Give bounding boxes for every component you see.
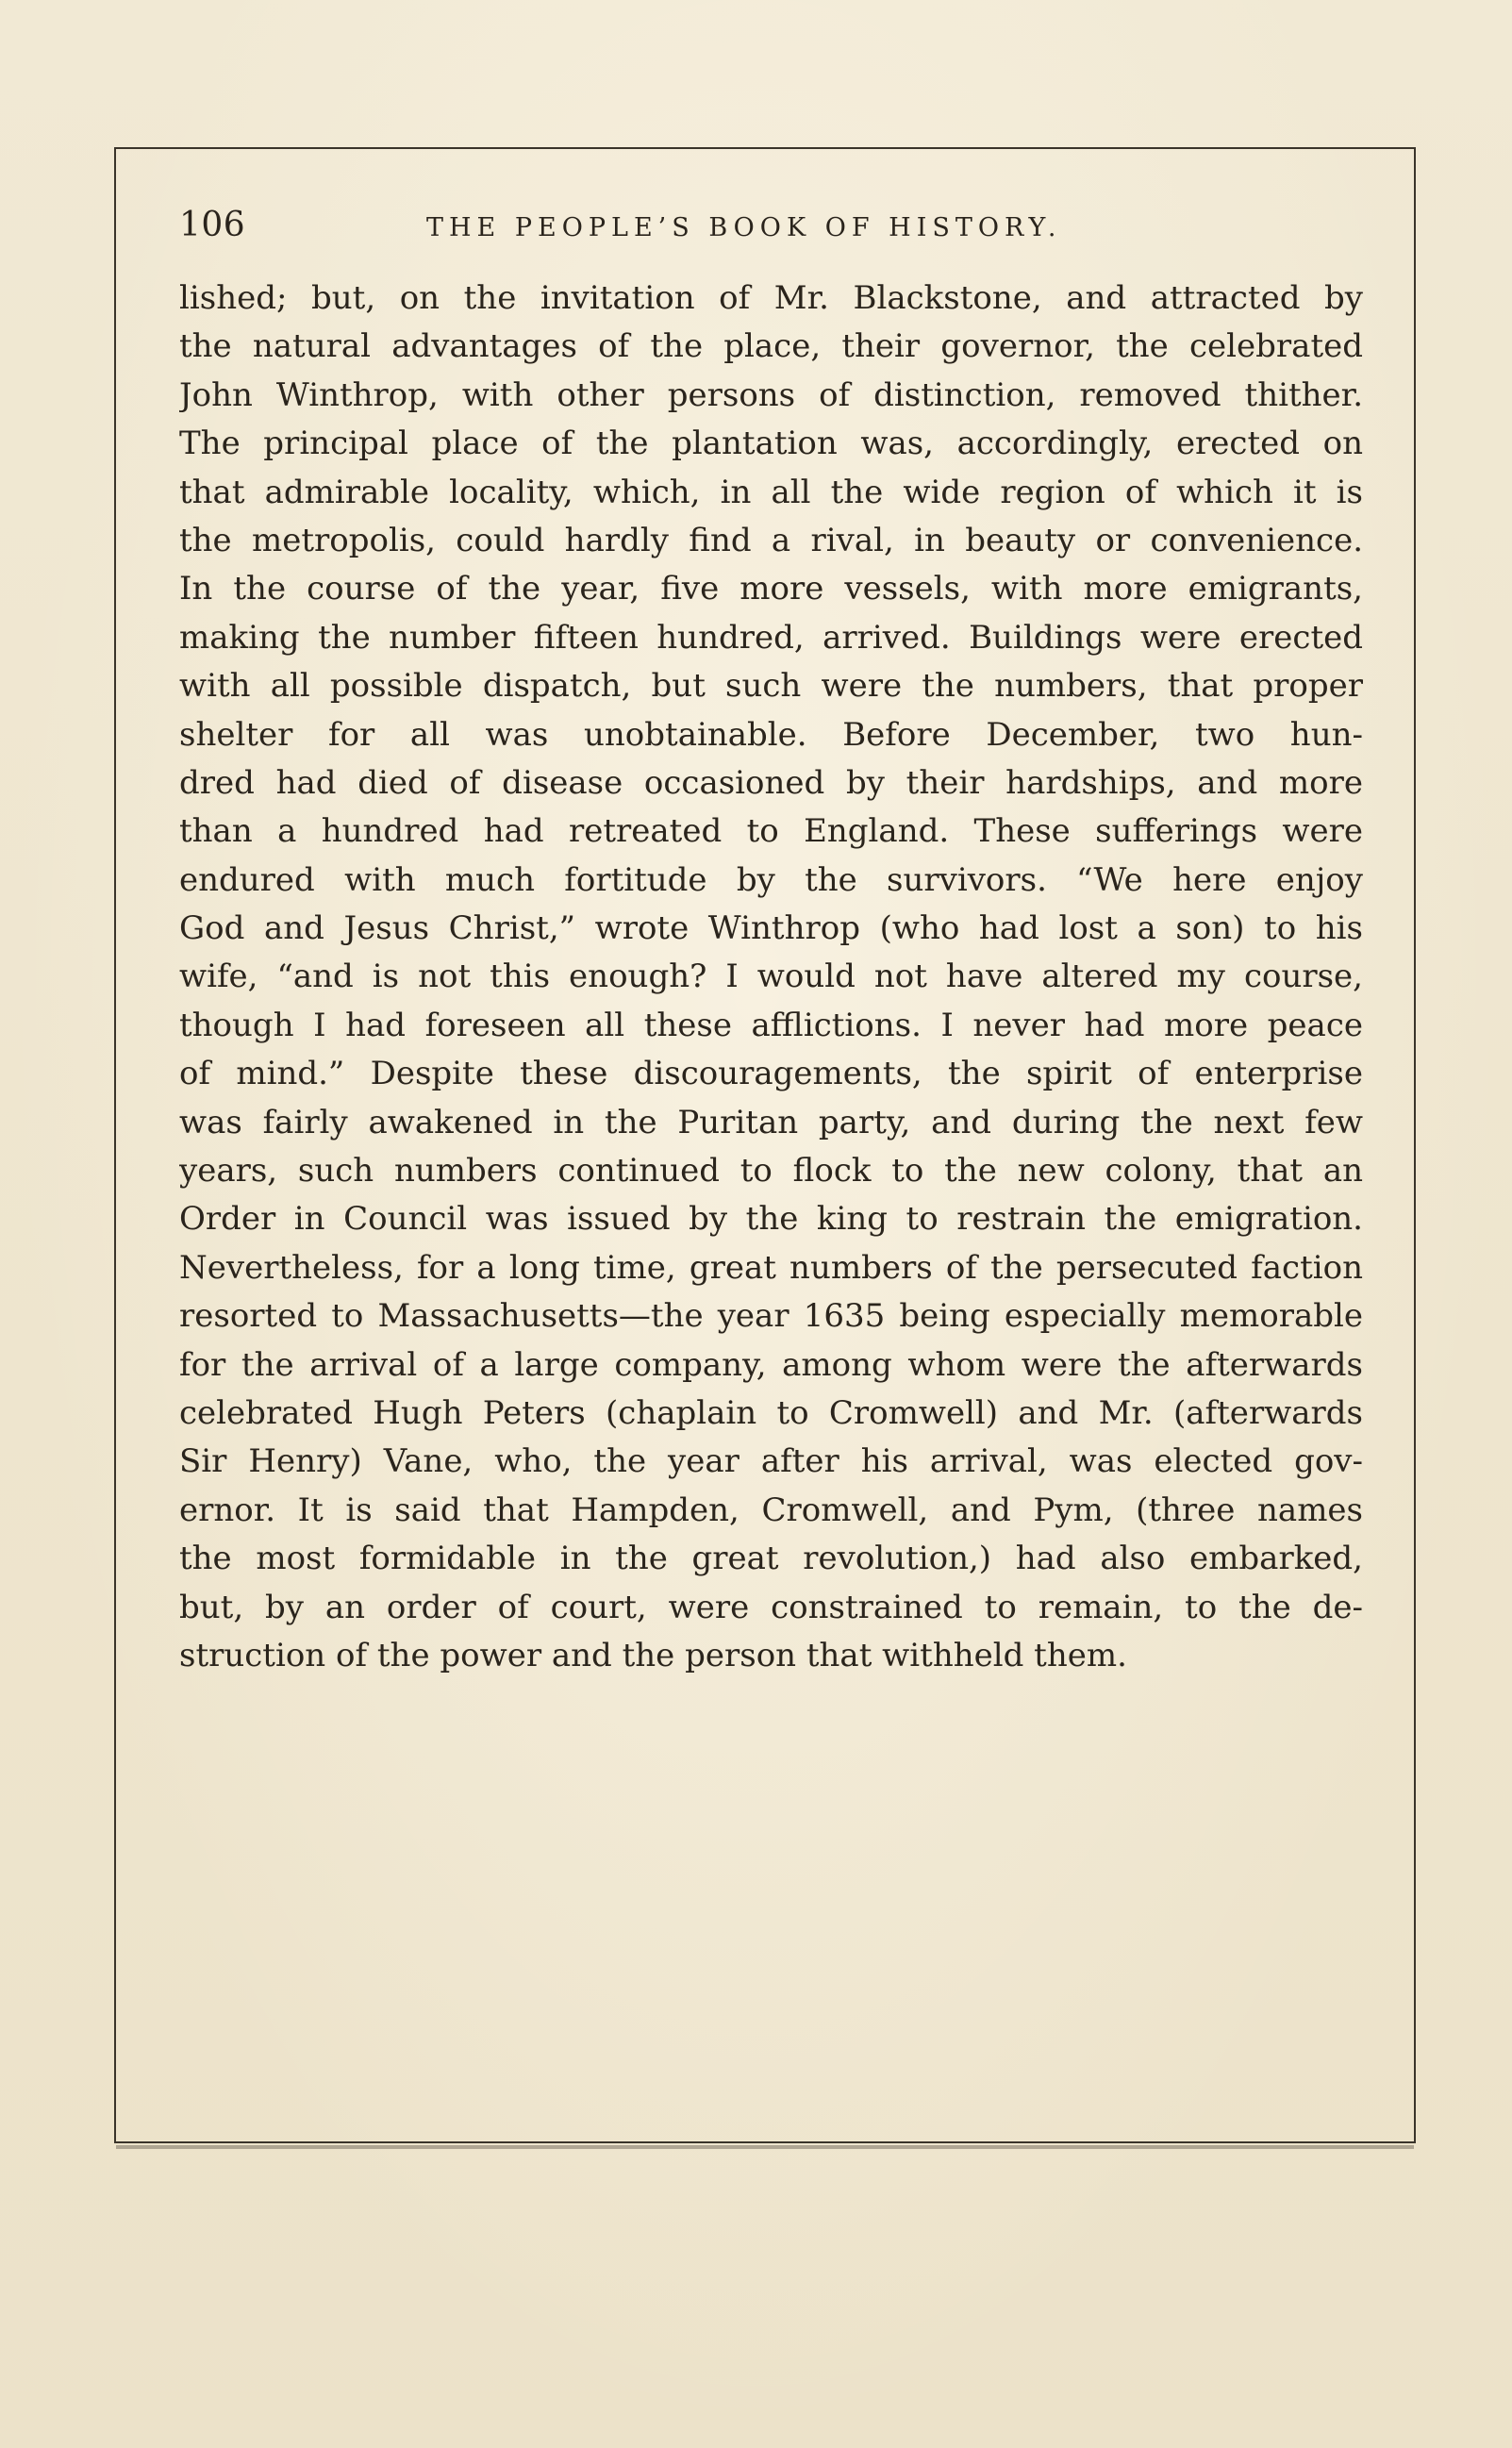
text-line: but, by an order of court, were constrained to remain, to the de- — [179, 1588, 1363, 1626]
text-line: was fairly awakened in the Puritan party, and during the next few — [179, 1103, 1363, 1141]
page-header — [179, 198, 1363, 255]
text-line: endured with much fortitude by the survivors. “We here enjoy — [179, 860, 1363, 899]
text-line: for the arrival of a large company, among whom were the afterwards — [179, 1345, 1363, 1384]
text-line: that admirable locality, which, in all the wide region of which it is — [179, 473, 1363, 511]
text-line: Nevertheless, for a long time, great numbers of the persecuted faction — [179, 1248, 1363, 1287]
text-line: In the course of the year, five more vessels, with more emigrants, — [179, 570, 1363, 608]
text-line: Sir Henry) Vane, who, the year after his arrival, was elected gov- — [179, 1442, 1363, 1481]
text-line: years, such numbers continued to flock to the new colony, that an — [179, 1152, 1363, 1191]
text-line: celebrated Hugh Peters (chaplain to Cromwell) and Mr. (afterwards — [179, 1393, 1363, 1432]
text-line: ernor. It is said that Hampden, Cromwell, and Pym, (three names — [179, 1490, 1363, 1529]
running-title: THE PEOPLE’S BOOK OF HISTORY. — [426, 213, 1062, 242]
text-line: resorted to Massachusetts—the year 1635 being especially memorable — [179, 1297, 1363, 1336]
text-line: John Winthrop, with other persons of distinction, removed thither. — [179, 375, 1363, 414]
text-line: of mind.” Despite these discouragements, the spirit of enterprise — [179, 1055, 1363, 1093]
text-line: the most formidable in the great revolution,) had also embarked, — [179, 1540, 1363, 1578]
text-line: Order in Council was issued by the king to restrain the emigration. — [179, 1200, 1363, 1239]
page-number: 106 — [179, 206, 246, 244]
text-line: the natural advantages of the place, their governor, the celebrated — [179, 327, 1363, 366]
text-line: shelter for all was unobtainable. Before December, two hun- — [179, 715, 1363, 754]
text-line: making the number fifteen hundred, arrived. Buildings were erected — [179, 618, 1363, 657]
text-line: the metropolis, could hardly find a rival, in beauty or convenience. — [179, 521, 1363, 559]
text-line: though I had foreseen all these afflictions. I never had more peace — [179, 1006, 1363, 1044]
text-line-last: struction of the power and the person that withheld them. — [179, 1636, 1127, 1674]
body-text — [179, 275, 1363, 1680]
text-line: The principal place of the plantation was, accordingly, erected on — [179, 425, 1363, 463]
text-line: wife, “and is not this enough? I would not have altered my course, — [179, 958, 1363, 996]
text-line: lished; but, on the invitation of Mr. Blackstone, and attracted by — [179, 279, 1363, 317]
text-line: with all possible dispatch, but such were the numbers, that proper — [179, 667, 1363, 706]
text-line: than a hundred had retreated to England. These sufferings were — [179, 812, 1363, 851]
text-line: dred had died of disease occasioned by their hardships, and more — [179, 763, 1363, 802]
text-line: God and Jesus Christ,” wrote Winthrop (who had lost a son) to his — [179, 909, 1363, 948]
frame-bottom-rule — [116, 2145, 1414, 2149]
